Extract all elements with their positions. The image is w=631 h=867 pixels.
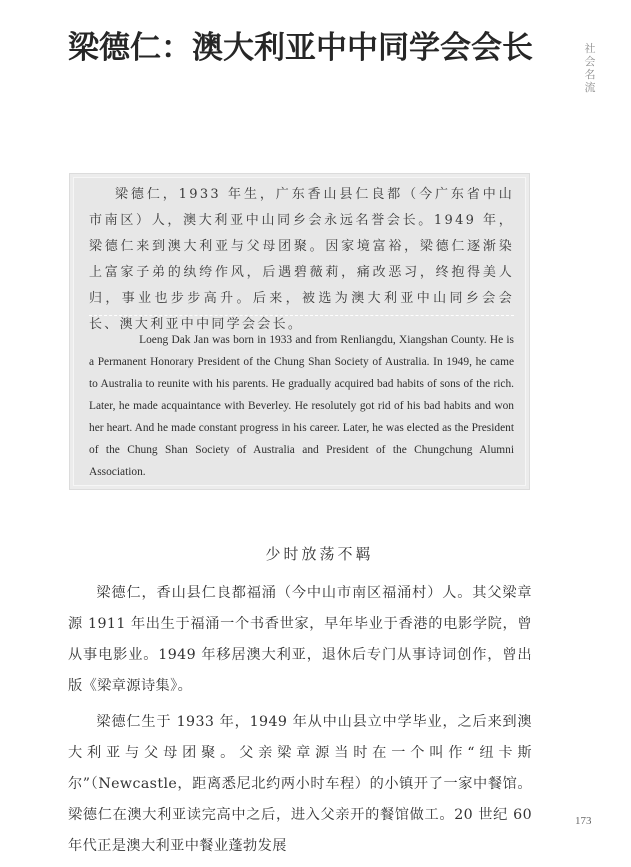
- summary-box: [69, 173, 530, 490]
- section-heading: 少时放荡不羁: [265, 545, 374, 563]
- body-paragraph: 梁德仁，香山县仁良都福涌（今中山市南区福涌村）人。其父梁章源 1911 年出生于福涌一个书香世家，早年毕业于香港的电影学院，曾从事电影业。1949 年移居澳大利亚，退休后专门从事诗词创作，曾出版《梁章源诗集》。: [68, 585, 532, 694]
- dashed-divider: [89, 315, 514, 316]
- summary-english: Loeng Dak Jan was born in 1933 and from Renliangdu, Xiangshan County. He is a Permanent Honorary President of the Chung Shan Society of Australia. In 1949, he came to Australia to reunite with his parents. He gradually acquired bad habits of sons of the rich. Later, he made acquaintance with Beverley. He resolutely got rid of his bad habits and won her heart. And he made constant progress in his career. Later, he was elected as the President of the Chung Shan Society of Australia and President of the Chungchung Alumni Association.: [89, 334, 514, 478]
- summary-box-inner: [73, 177, 526, 486]
- page-number: 173: [575, 815, 592, 827]
- body-paragraph: 梁德仁生于 1933 年，1949 年从中山县立中学毕业，之后来到澳大利亚与父母团聚。父亲梁章源当时在一个叫作“纽卡斯尔”（Newcastle，距离悉尼北约两小时车程）的小镇开了一家中餐馆。梁德仁在澳大利亚读完高中之后，进入父亲开的餐馆做工。20 世纪 60 年代正是澳大利亚中餐业蓬勃发展: [68, 714, 532, 854]
- page-title: 梁德仁：澳大利亚中中同学会会长: [68, 30, 533, 66]
- section-side-label: 社会名流: [584, 42, 596, 94]
- summary-chinese: 梁德仁，1933 年生，广东香山县仁良都（今广东省中山市南区）人，澳大利亚中山同乡会永远名誉会长。1949 年，梁德仁来到澳大利亚与父母团聚。因家境富裕，梁德仁逐渐染上富家子弟的纨绔作风，后遇碧薇莉，痛改恶习，终抱得美人归，事业也步步高升。后来，被选为澳大利亚中山同乡会会长、澳大利亚中中同学会会长。: [89, 187, 514, 332]
- body-text: [68, 578, 532, 867]
